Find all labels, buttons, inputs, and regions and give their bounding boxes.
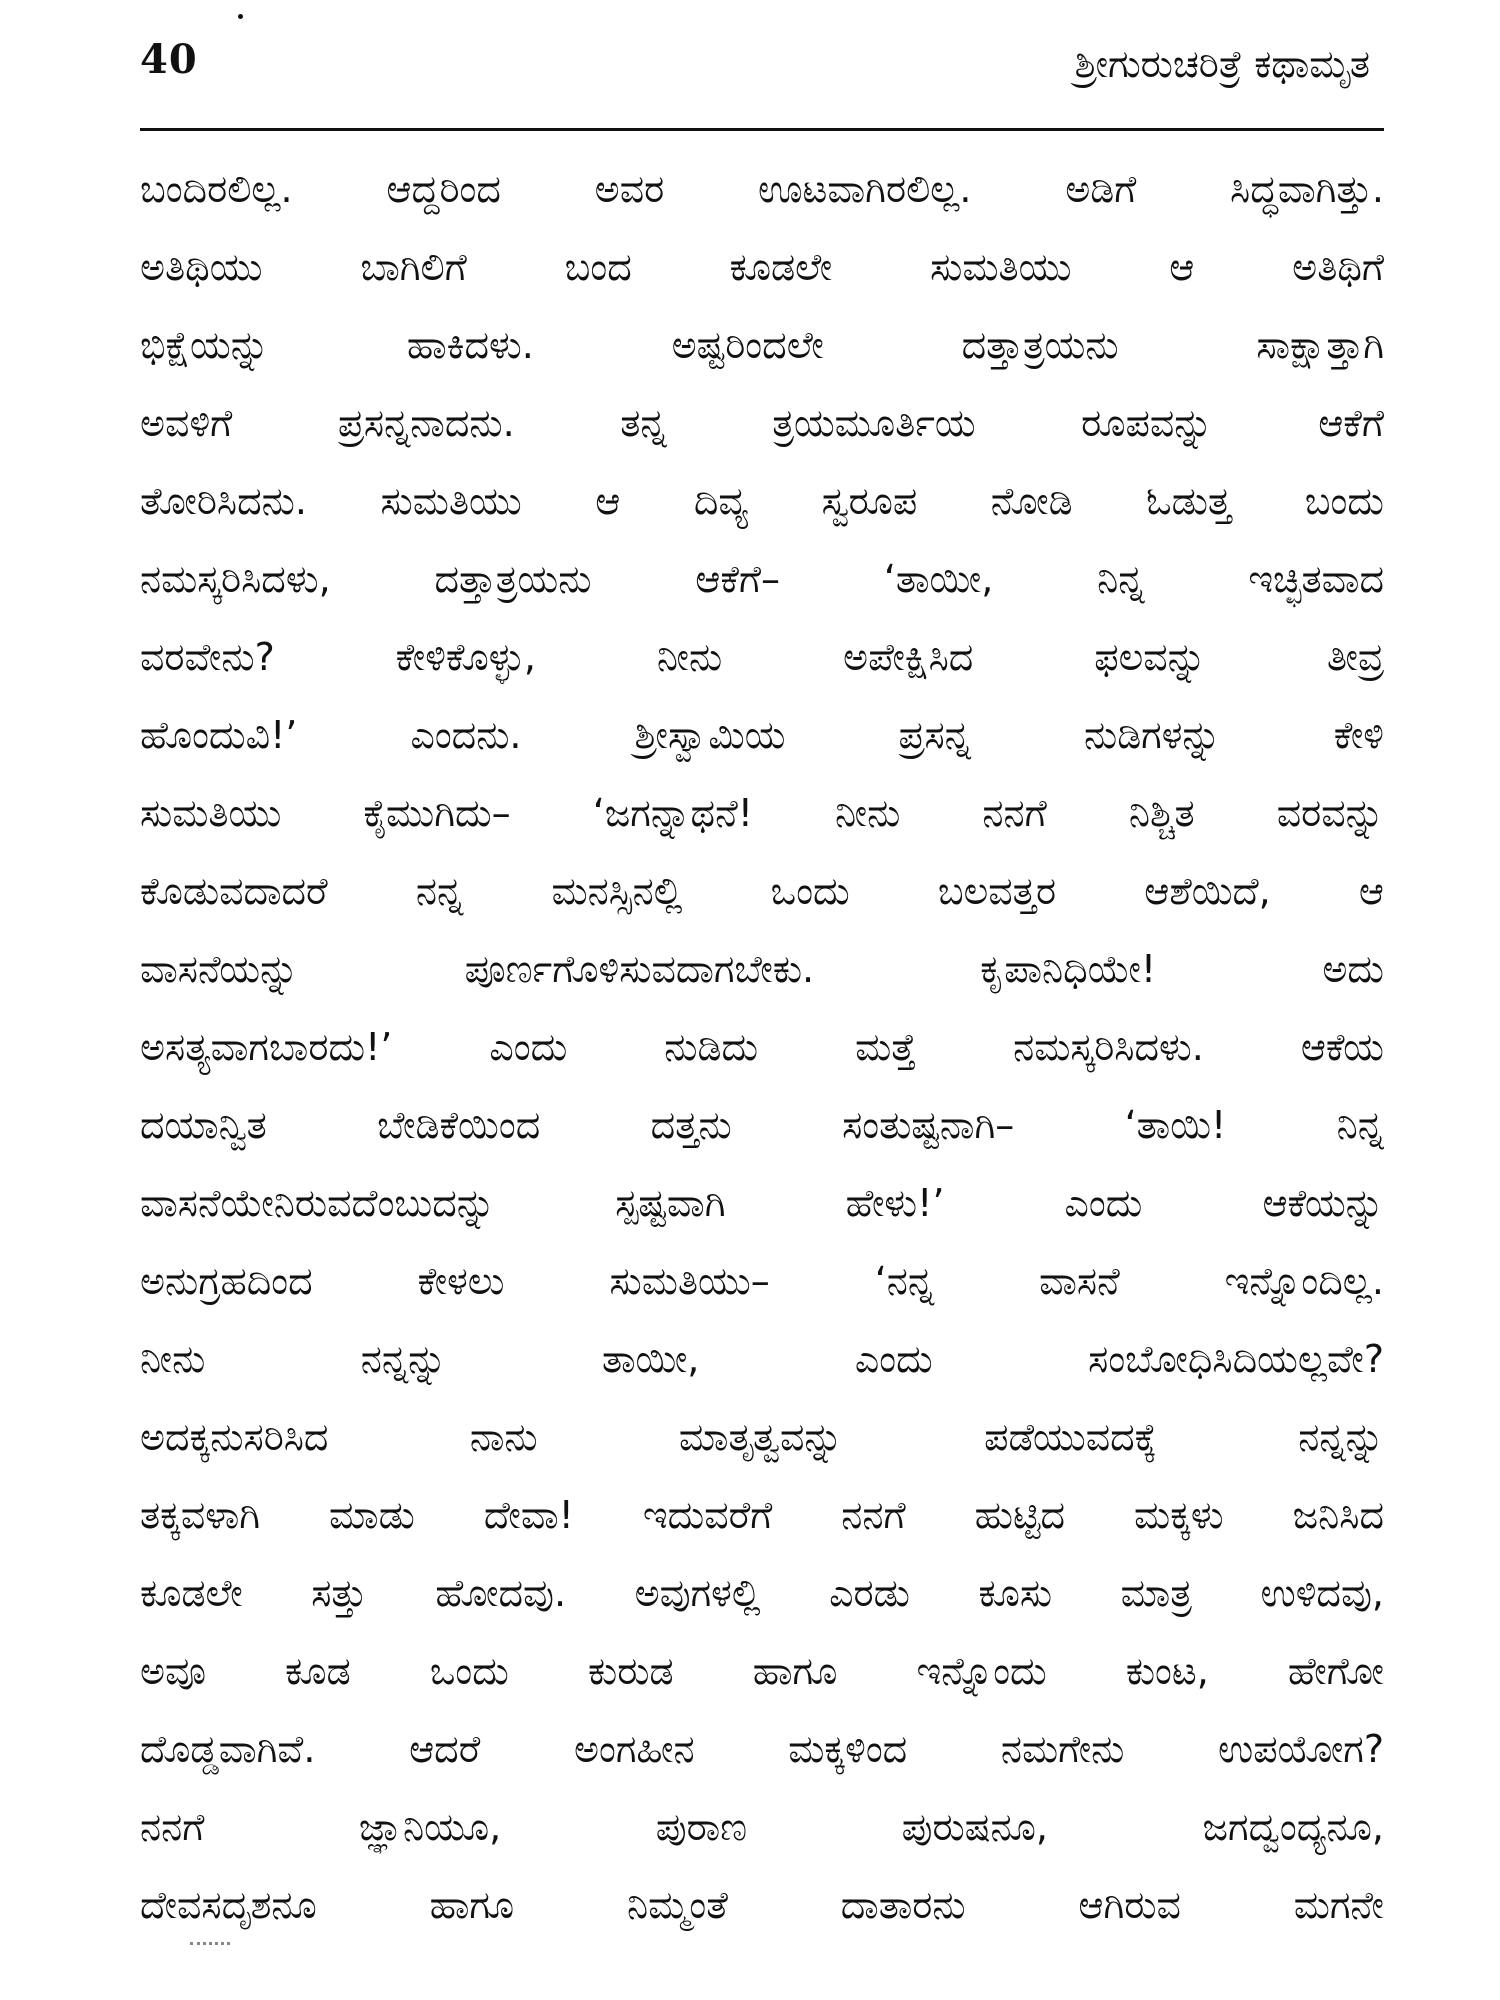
text-line: ಅದಕ್ಕನುಸರಿಸಿದ ನಾನು ಮಾತೃತ್ವವನ್ನು ಪಡೆಯುವದಕ್ಕೆ ನನ್ನನ್ನು bbox=[140, 1415, 1384, 1459]
text-line: ತಕ್ಕವಳಾಗಿ ಮಾಡು ದೇವಾ! ಇದುವರೆಗೆ ನನಗೆ ಹುಟ್ಟಿದ ಮಕ್ಕಳು ಜನಿಸಿದ bbox=[140, 1493, 1384, 1537]
text-line: ವಾಸನೆಯೇನಿರುವದೆಂಬುದನ್ನು ಸ್ಪಷ್ಟವಾಗಿ ಹೇಳು!’ ಎಂದು ಆಕೆಯನ್ನು bbox=[140, 1181, 1384, 1225]
text-line: ನನಗೆ ಜ್ಞಾನಿಯೂ, ಪುರಾಣ ಪುರುಷನೂ, ಜಗದ್ವಂದ್ಯನೂ, bbox=[140, 1805, 1384, 1849]
text-line: ಅನುಗ್ರಹದಿಂದ ಕೇಳಲು ಸುಮತಿಯು– ‘ನನ್ನ ವಾಸನೆ ಇನ್ನೊಂದಿಲ್ಲ. bbox=[140, 1259, 1384, 1303]
text-line: ಭಿಕ್ಷೆಯನ್ನು ಹಾಕಿದಳು. ಅಷ್ಟರಿಂದಲೇ ದತ್ತಾತ್ರಯನು ಸಾಕ್ಷಾತ್ತಾಗಿ bbox=[140, 323, 1384, 367]
text-line: ಬಂದಿರಲಿಲ್ಲ. ಆದ್ದರಿಂದ ಅವರ ಊಟವಾಗಿರಲಿಲ್ಲ. ಅಡಿಗೆ ಸಿದ್ಧವಾಗಿತ್ತು. bbox=[140, 167, 1384, 211]
text-line: ಅತಿಥಿಯು ಬಾಗಿಲಿಗೆ ಬಂದ ಕೂಡಲೇ ಸುಮತಿಯು ಆ ಅತಿಥಿಗೆ bbox=[140, 245, 1384, 289]
text-line: ಅಸತ್ಯವಾಗಬಾರದು!’ ಎಂದು ನುಡಿದು ಮತ್ತೆ ನಮಸ್ಕರಿಸಿದಳು. ಆಕೆಯ bbox=[140, 1025, 1384, 1069]
text-line: ತೋರಿಸಿದನು. ಸುಮತಿಯು ಆ ದಿವ್ಯ ಸ್ವರೂಪ ನೋಡಿ ಓಡುತ್ತ ಬಂದು bbox=[140, 479, 1384, 523]
text-line: ಹೊಂದುವಿ!’ ಎಂದನು. ಶ್ರೀಸ್ವಾಮಿಯ ಪ್ರಸನ್ನ ನುಡಿಗಳನ್ನು ಕೇಳಿ bbox=[140, 713, 1384, 757]
header-rule bbox=[140, 128, 1384, 131]
ink-dot bbox=[238, 14, 243, 19]
text-line: ವಾಸನೆಯನ್ನು ಪೂರ್ಣಗೊಳಿಸುವದಾಗಬೇಕು. ಕೃಪಾನಿಧಿಯೇ! ಅದು bbox=[140, 947, 1384, 991]
running-title: ಶ್ರೀಗುರುಚರಿತ್ರೆ ಕಥಾಮೃತ bbox=[1074, 42, 1370, 86]
scan-specks bbox=[190, 1942, 230, 1949]
text-line: ವರವೇನು? ಕೇಳಿಕೊಳ್ಳು, ನೀನು ಅಪೇಕ್ಷಿಸಿದ ಫಲವನ್ನು ತೀವ್ರ bbox=[140, 635, 1384, 679]
text-line: ನೀನು ನನ್ನನ್ನು ತಾಯೀ, ಎಂದು ಸಂಬೋಧಿಸಿದಿಯಲ್ಲವೇ? bbox=[140, 1337, 1384, 1381]
text-line: ದೊಡ್ಡವಾಗಿವೆ. ಆದರೆ ಅಂಗಹೀನ ಮಕ್ಕಳಿಂದ ನಮಗೇನು ಉಪಯೋಗ? bbox=[140, 1727, 1384, 1771]
text-line: ಅವಳಿಗೆ ಪ್ರಸನ್ನನಾದನು. ತನ್ನ ತ್ರಯಮೂರ್ತಿಯ ರೂಪವನ್ನು ಆಕೆಗೆ bbox=[140, 401, 1384, 445]
text-line: ದಯಾನ್ವಿತ ಬೇಡಿಕೆಯಿಂದ ದತ್ತನು ಸಂತುಷ್ಟನಾಗಿ– ‘ತಾಯಿ! ನಿನ್ನ bbox=[140, 1103, 1384, 1147]
text-line: ಕೂಡಲೇ ಸತ್ತು ಹೋದವು. ಅವುಗಳಲ್ಲಿ ಎರಡು ಕೂಸು ಮಾತ್ರ ಉಳಿದವು, bbox=[140, 1571, 1384, 1615]
text-line: ಕೊಡುವದಾದರೆ ನನ್ನ ಮನಸ್ಸಿನಲ್ಲಿ ಒಂದು ಬಲವತ್ತರ ಆಶೆಯಿದೆ, ಆ bbox=[140, 869, 1384, 913]
text-line: ಅವೂ ಕೂಡ ಒಂದು ಕುರುಡ ಹಾಗೂ ಇನ್ನೊಂದು ಕುಂಟ, ಹೇಗೋ bbox=[140, 1649, 1384, 1693]
page-number: 40 bbox=[140, 36, 198, 83]
body-text bbox=[140, 150, 1384, 1944]
text-line: ದೇವಸದೃಶನೂ ಹಾಗೂ ನಿಮ್ಮಂತೆ ದಾತಾರನು ಆಗಿರುವ ಮಗನೇ bbox=[140, 1883, 1384, 1927]
text-line: ಸುಮತಿಯು ಕೈಮುಗಿದು– ‘ಜಗನ್ನಾಥನೆ! ನೀನು ನನಗೆ ನಿಶ್ಚಿತ ವರವನ್ನು bbox=[140, 791, 1384, 835]
text-line: ನಮಸ್ಕರಿಸಿದಳು, ದತ್ತಾತ್ರಯನು ಆಕೆಗೆ– ‘ತಾಯೀ, ನಿನ್ನ ಇಚ್ಛಿತವಾದ bbox=[140, 557, 1384, 601]
